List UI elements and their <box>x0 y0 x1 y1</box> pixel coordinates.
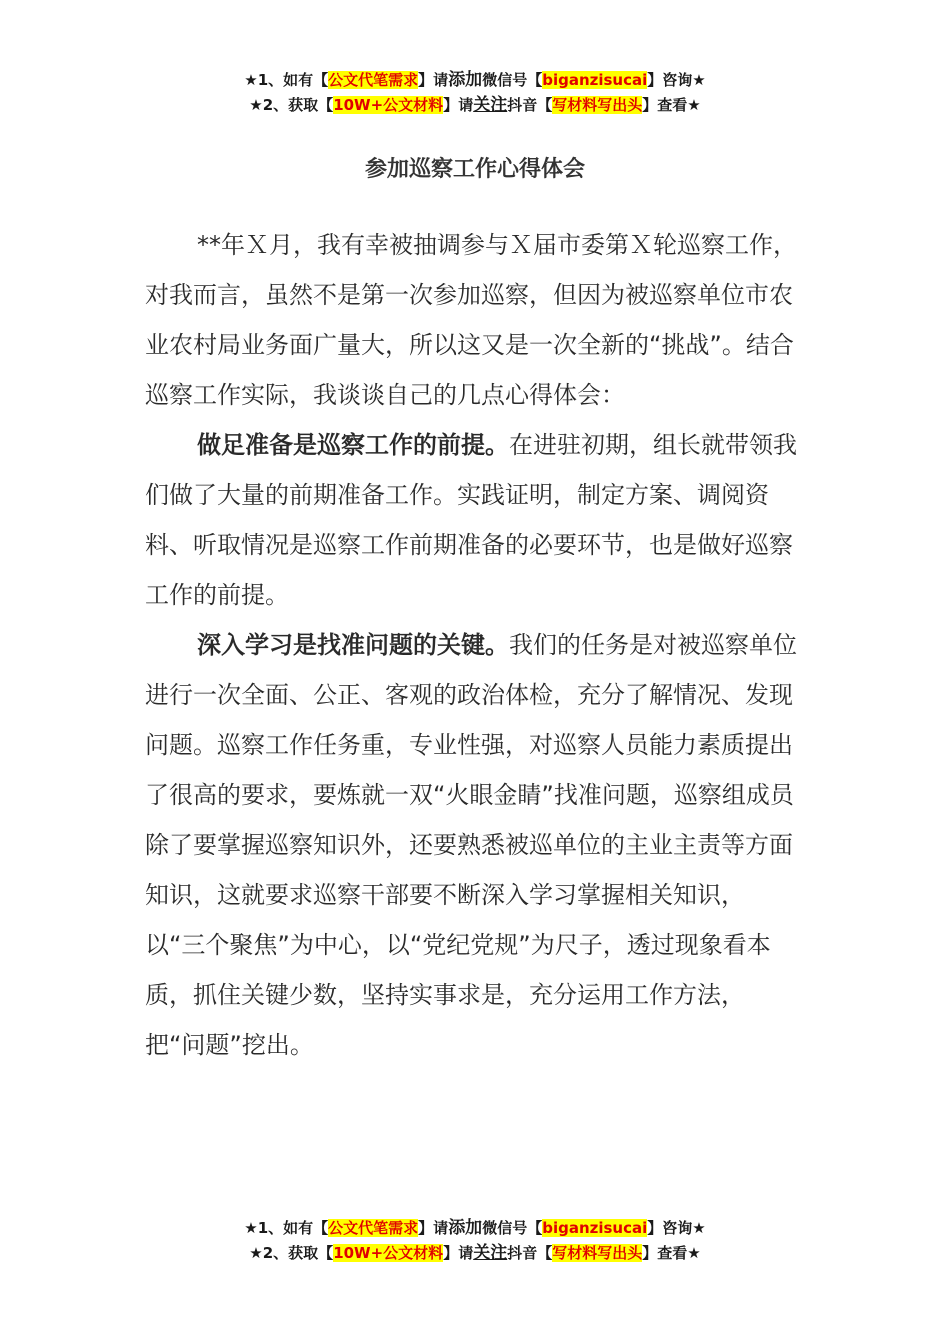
paragraph-heading: 深入学习是找准问题的关键。 <box>197 631 509 659</box>
banner-text: 微信号【 <box>482 71 543 89</box>
banner-text: 】查看★ <box>642 96 701 114</box>
highlight-wechat-id: biganzisucai <box>542 1219 648 1237</box>
banner-emphasis: 添加 <box>448 1218 483 1238</box>
banner-emphasis: 关注 <box>473 95 508 115</box>
highlight-materials: 10W+公文材料 <box>333 96 444 114</box>
banner-text: 】请 <box>418 1219 449 1237</box>
banner-text: 】查看★ <box>642 1244 701 1262</box>
banner-text: 】请 <box>443 96 474 114</box>
banner-text: 】请 <box>418 71 449 89</box>
highlight-wechat-id: biganzisucai <box>542 71 648 89</box>
banner-text: 微信号【 <box>482 1219 543 1237</box>
banner-text: 抖音【 <box>507 1244 553 1262</box>
banner-text: 】请 <box>443 1244 474 1262</box>
banner-text: ★2、获取【 <box>249 96 334 114</box>
banner-line-1 <box>0 1216 950 1241</box>
paragraph-learning <box>145 620 805 1070</box>
document-title: 参加巡察工作心得体会 <box>364 157 585 182</box>
banner-line-2 <box>0 1241 950 1266</box>
banner-line-1 <box>0 68 950 93</box>
banner-text: ★2、获取【 <box>249 1244 334 1262</box>
paragraph-preparation <box>145 420 805 620</box>
paragraph-intro: **年Ｘ月，我有幸被抽调参与Ｘ届市委第Ｘ轮巡察工作，对我而言，虽然不是第一次参加巡察，但因为被巡察单位市农业农村局业务面广量大，所以这又是一次全新的“挑战”。结合巡察工作实际，我谈谈自己的几点心得体会： <box>145 231 797 409</box>
banner-emphasis: 添加 <box>448 70 483 90</box>
banner-text: 】咨询★ <box>647 1219 706 1237</box>
highlight-service: 公文代笔需求 <box>328 71 419 89</box>
paragraph-text: 我们的任务是对被巡察单位进行一次全面、公正、客观的政治体检，充分了解情况、发现问题。巡察工作任务重，专业性强，对巡察人员能力素质提出了很高的要求，要炼就一双“火眼金睛”找准问题，巡察组成员除了要掌握巡察知识外，还要熟悉被巡单位的主业主责等方面知识，这就要求巡察干部要不断深入学习掌握相关知识，以“三个聚焦”为中心，以“党纪党规”为尺子，透过现象看本质，抓住关键少数，坚持实事求是，充分运用工作方法，把“问题”挖出。 <box>145 631 797 1059</box>
banner-text: 】咨询★ <box>647 71 706 89</box>
banner-text: ★1、如有【 <box>244 71 329 89</box>
highlight-materials: 10W+公文材料 <box>333 1244 444 1262</box>
banner-text: ★1、如有【 <box>244 1219 329 1237</box>
highlight-douyin: 写材料写出头 <box>552 1244 643 1262</box>
highlight-douyin: 写材料写出头 <box>552 96 643 114</box>
bottom-banner <box>0 1216 950 1266</box>
banner-emphasis: 关注 <box>473 1243 508 1263</box>
paragraph-heading: 做足准备是巡察工作的前提。 <box>197 431 509 459</box>
highlight-service: 公文代笔需求 <box>328 1219 419 1237</box>
banner-line-2 <box>0 93 950 118</box>
top-banner <box>0 68 950 118</box>
document-body <box>145 220 805 1070</box>
paragraph-text: 在进驻初期，组长就带领我们做了大量的前期准备工作。实践证明，制定方案、调阅资料、听取情况是巡察工作前期准备的必要环节，也是做好巡察工作的前提。 <box>145 431 797 609</box>
banner-text: 抖音【 <box>507 96 553 114</box>
